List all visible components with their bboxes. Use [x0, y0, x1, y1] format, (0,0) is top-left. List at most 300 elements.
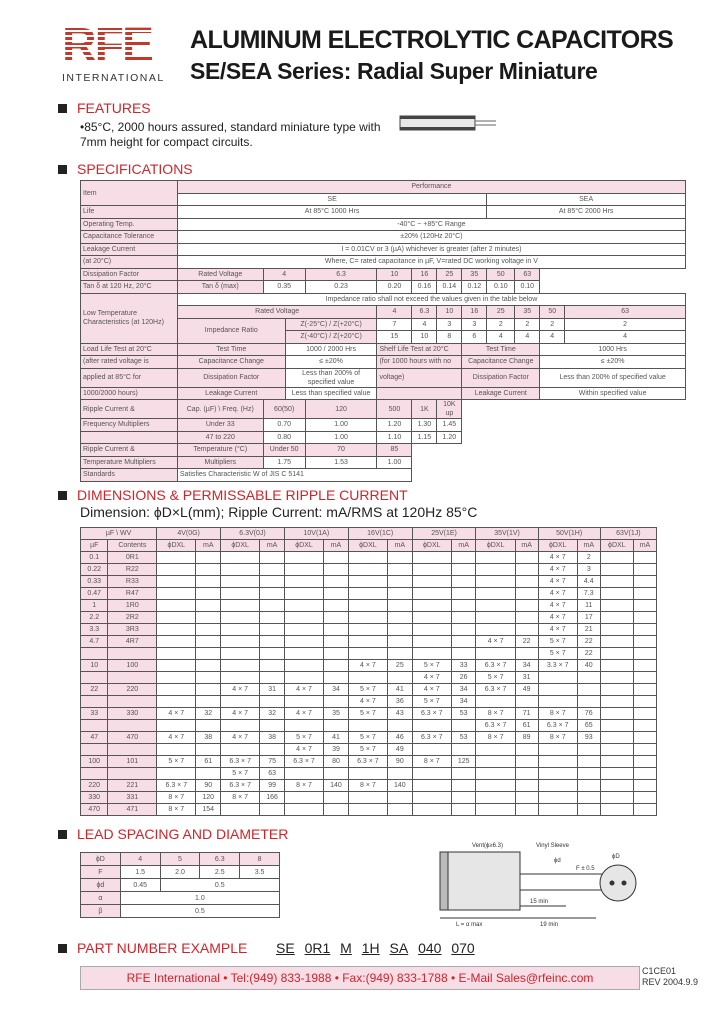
dim-data-cell [260, 600, 285, 612]
dim-data-cell [633, 576, 656, 588]
spec-ripple-label: Ripple Current & [81, 400, 178, 419]
spec-load-label: Load Life Test at 20°C [81, 343, 178, 356]
dim-data-cell [600, 708, 633, 720]
dim-data-cell [633, 660, 656, 672]
dim-data-cell: 17 [577, 612, 600, 624]
spec-lt-v: 50 [540, 306, 565, 319]
spec-lt-z40-val: 6 [462, 331, 487, 344]
spec-r47-val: 1.20 [437, 431, 462, 444]
capacitor-illustration [398, 110, 498, 138]
dim-data-cell [577, 672, 600, 684]
dim-data-cell: 93 [577, 732, 600, 744]
dim-data-cell [412, 648, 451, 660]
spec-capfreq: Cap. (µF) \ Freq. (Hz) [177, 400, 263, 419]
dim-data-cell: 6.3 × 7 [221, 756, 260, 768]
lead-b-val: 0.5 [120, 905, 279, 918]
dim-data-cell: 5 × 7 [221, 768, 260, 780]
spec-dfrow-val: Less than 200% of specified value [285, 368, 377, 387]
spec-rt-label: Ripple Current & [81, 444, 178, 457]
specifications-heading [58, 161, 193, 177]
dim-data-cell [633, 684, 656, 696]
dim-data-cell [515, 588, 538, 600]
diagram-19min: 19 min [540, 922, 559, 928]
dim-data-cell: 61 [196, 756, 221, 768]
features-heading [58, 100, 151, 116]
bullet-square-icon [58, 830, 67, 839]
dim-data-cell [388, 636, 413, 648]
dim-data-cell: 5 × 7 [284, 732, 323, 744]
dim-data-cell [633, 696, 656, 708]
dim-data-cell: 125 [451, 756, 476, 768]
dim-data-cell [260, 636, 285, 648]
dim-data-cell: 4 × 7 [538, 600, 577, 612]
lead-d-row [81, 853, 280, 866]
dim-data-cell [157, 648, 196, 660]
dim-data-cell: 34 [451, 696, 476, 708]
dim-data-cell [157, 672, 196, 684]
dim-ma: mA [260, 540, 285, 552]
spec-leakrow-val1: Less than specified value [285, 387, 377, 400]
dim-data-cell [633, 780, 656, 792]
spec-df-val: 0.23 [305, 281, 377, 294]
dim-data-cell [451, 576, 476, 588]
dim-data-cell [157, 660, 196, 672]
dim-data-cell [600, 756, 633, 768]
dim-data-cell [388, 648, 413, 660]
dim-data-cell [221, 648, 260, 660]
spec-df-v: 6.3 [305, 268, 377, 281]
dim-data-cell [388, 564, 413, 576]
dim-data-cell [412, 720, 451, 732]
dim-data-cell [196, 744, 221, 756]
dim-data-cell: 49 [515, 684, 538, 696]
dim-data-cell [284, 792, 323, 804]
dim-data-cell [577, 792, 600, 804]
dim-data-cell [412, 612, 451, 624]
spec-rt-row2 [81, 456, 686, 469]
dim-data-cell [348, 612, 387, 624]
diagram-15min: 15 min [530, 899, 549, 905]
dim-data-cell: 49 [388, 744, 413, 756]
part-tol: M [340, 940, 352, 956]
spec-se: SE [177, 193, 486, 206]
diagram-fpm: F ± 0.5 [576, 866, 595, 872]
dim-data-cell: 5 × 7 [412, 696, 451, 708]
lead-d-val: 8 [240, 853, 280, 866]
dim-data-cell: 3.3 × 7 [538, 660, 577, 672]
dim-data-cell: 65 [577, 720, 600, 732]
spec-lt-z40-val: 4 [540, 331, 565, 344]
dim-data-cell: 4.4 [577, 576, 600, 588]
dim-data-cell [600, 660, 633, 672]
dim-data-cell [388, 600, 413, 612]
dim-data-cell [348, 576, 387, 588]
footer-contact: RFE International • Tel:(949) 833-1988 • Fax:(949) 833-1788 • E-Mail Sales@rfeinc.com [126, 971, 594, 985]
dim-ma: mA [196, 540, 221, 552]
dim-voltage: 50V(1H) [538, 528, 600, 540]
spec-under33: Under 33 [177, 419, 263, 432]
spec-temp: Under 50 [263, 444, 305, 457]
dim-cap-cell: 0.22 [81, 564, 108, 576]
dim-data-cell: 6.3 × 7 [412, 732, 451, 744]
dim-data-cell [476, 600, 515, 612]
spec-sea: SEA [487, 193, 686, 206]
dim-table-row [81, 744, 657, 756]
dim-code-cell: 0R1 [108, 552, 157, 564]
spec-captol-label: Capacitance Tolerance [81, 231, 178, 244]
dim-data-cell [348, 720, 387, 732]
dim-data-cell [196, 564, 221, 576]
dim-data-cell [633, 636, 656, 648]
spec-lt-z40: Z(-40°C) / Z(+20°C) [285, 331, 377, 344]
spec-lt-z40-val: 10 [412, 331, 437, 344]
dim-cap-cell: 0.33 [81, 576, 108, 588]
spec-load-label: 1000/2000 hours) [81, 387, 178, 400]
dim-ma: mA [577, 540, 600, 552]
dim-data-cell [196, 648, 221, 660]
spec-under33-val: 1.45 [437, 419, 462, 432]
dim-ma: mA [515, 540, 538, 552]
dim-data-cell [600, 612, 633, 624]
spec-load-row3 [81, 368, 686, 387]
dim-data-cell [221, 744, 260, 756]
dim-data-cell: 154 [196, 804, 221, 816]
dim-data-cell: 32 [260, 708, 285, 720]
features-text: •85°C, 2000 hours assured, standard miniature type with 7mm height for compact circuits. [80, 120, 381, 149]
spec-ripple-row2 [81, 419, 686, 432]
dim-data-cell [538, 684, 577, 696]
dim-data-cell [284, 636, 323, 648]
dim-voltage-row [81, 528, 657, 540]
spec-shelf-label: (for 1000 hours with no [377, 356, 462, 369]
dim-data-cell [284, 612, 323, 624]
dim-data-cell [388, 804, 413, 816]
dim-data-cell [600, 624, 633, 636]
dim-uf: µF [105, 530, 115, 537]
dim-data-cell [451, 588, 476, 600]
dim-code-cell [108, 672, 157, 684]
dim-data-cell [348, 600, 387, 612]
spec-standards-row [81, 469, 686, 482]
dim-data-cell [324, 792, 349, 804]
dim-data-cell [600, 600, 633, 612]
dim-data-cell [476, 768, 515, 780]
dim-data-cell: 41 [388, 684, 413, 696]
dim-data-cell [157, 684, 196, 696]
lead-table [80, 852, 280, 918]
spec-dfrow-label: Dissipation Factor [177, 368, 285, 387]
dim-data-cell [221, 672, 260, 684]
dim-data-cell [515, 696, 538, 708]
spec-mult-val: 1.00 [377, 456, 412, 469]
dim-table-row [81, 708, 657, 720]
dim-code-cell: 470 [108, 732, 157, 744]
dim-data-cell [284, 576, 323, 588]
diagram-phid: ϕd [554, 858, 561, 864]
spec-df-v: 50 [487, 268, 515, 281]
diagram-sleeve: Vinyl Sleeve [536, 843, 569, 849]
dim-data-cell: 8 × 7 [476, 732, 515, 744]
dim-data-cell [388, 720, 413, 732]
dim-data-cell [515, 756, 538, 768]
spec-df-v: 35 [462, 268, 487, 281]
dim-data-cell [476, 756, 515, 768]
dim-data-cell [515, 744, 538, 756]
dim-data-cell: 35 [324, 708, 349, 720]
dim-data-cell [260, 660, 285, 672]
dim-data-cell [451, 552, 476, 564]
dim-data-cell: 61 [515, 720, 538, 732]
dim-body [81, 552, 657, 816]
dim-data-cell [348, 768, 387, 780]
dim-data-cell [633, 672, 656, 684]
dim-wv: WV [120, 530, 132, 537]
spec-capchange-label: Capacitance Change [177, 356, 285, 369]
dim-data-cell [633, 612, 656, 624]
spec-lt-v: 6.3 [412, 306, 437, 319]
dim-data-cell [348, 648, 387, 660]
dim-data-cell: 6.3 × 7 [476, 684, 515, 696]
dim-data-cell [600, 576, 633, 588]
dim-code-cell: 221 [108, 780, 157, 792]
dim-ma: mA [388, 540, 413, 552]
dim-data-cell: 25 [388, 660, 413, 672]
dim-data-cell [284, 660, 323, 672]
dim-data-cell [538, 756, 577, 768]
dim-data-cell [633, 624, 656, 636]
dim-data-cell [515, 624, 538, 636]
dim-data-cell: 4 × 7 [157, 708, 196, 720]
dim-data-cell [476, 696, 515, 708]
dim-data-cell: 4 × 7 [412, 672, 451, 684]
dim-data-cell [633, 732, 656, 744]
dim-data-cell [196, 720, 221, 732]
dim-table-row [81, 720, 657, 732]
dim-data-cell: 33 [451, 660, 476, 672]
dim-data-cell: 5 × 7 [348, 708, 387, 720]
part-l: 070 [451, 940, 475, 956]
dim-table-row [81, 660, 657, 672]
dim-data-cell: 32 [196, 708, 221, 720]
lead-f-row [81, 866, 280, 879]
dim-code-cell: R47 [108, 588, 157, 600]
spec-lt-z25-val: 2 [540, 318, 565, 331]
dim-data-cell [157, 552, 196, 564]
dim-data-cell [284, 804, 323, 816]
dim-data-cell: 34 [515, 660, 538, 672]
dim-data-cell: 76 [577, 708, 600, 720]
dim-data-cell: 5 × 7 [412, 660, 451, 672]
dim-data-cell: 53 [451, 708, 476, 720]
dim-data-cell: 8 × 7 [476, 708, 515, 720]
dim-data-cell [600, 588, 633, 600]
dim-data-cell [260, 588, 285, 600]
spec-temp: 85 [377, 444, 412, 457]
dim-data-cell [221, 564, 260, 576]
dim-data-cell [538, 744, 577, 756]
dim-code-cell: 3R3 [108, 624, 157, 636]
dim-data-cell [412, 576, 451, 588]
dim-voltage: 6.3V(0J) [221, 528, 285, 540]
spec-r47-val: 1.10 [377, 431, 412, 444]
dim-data-cell: 41 [324, 732, 349, 744]
dim-data-cell [633, 588, 656, 600]
dim-code-cell [108, 696, 157, 708]
dim-code-cell: 220 [108, 684, 157, 696]
dim-table-row [81, 552, 657, 564]
part-cap: 0R1 [304, 940, 331, 956]
dim-data-cell [600, 648, 633, 660]
dim-dxl: ϕDXL [348, 540, 387, 552]
dim-data-cell [538, 696, 577, 708]
dim-voltage: 35V(1V) [476, 528, 538, 540]
dim-data-cell [348, 636, 387, 648]
dim-data-cell: 6.3 × 7 [412, 708, 451, 720]
dim-data-cell: 31 [260, 684, 285, 696]
dim-data-cell [451, 768, 476, 780]
part-voltage: 1H [361, 940, 380, 956]
dim-data-cell [515, 768, 538, 780]
dim-data-cell [284, 588, 323, 600]
dim-data-cell: 6.3 × 7 [538, 720, 577, 732]
part-heading [58, 940, 247, 956]
spec-leakrow-label2: Leakage Current [462, 387, 540, 400]
dim-voltage: 10V(1A) [284, 528, 348, 540]
dim-data-cell [348, 564, 387, 576]
dim-data-cell [577, 756, 600, 768]
lead-f-val: 1.5 [120, 866, 160, 879]
dim-data-cell: 140 [324, 780, 349, 792]
dim-data-cell [260, 672, 285, 684]
dim-data-cell [324, 696, 349, 708]
dim-data-cell [260, 564, 285, 576]
spec-df-label: Dissipation Factor [81, 268, 178, 281]
dim-data-cell [577, 744, 600, 756]
dim-voltage: 16V(1C) [348, 528, 412, 540]
dim-data-cell [196, 672, 221, 684]
dim-data-cell: 34 [451, 684, 476, 696]
spec-lt-v: 4 [377, 306, 412, 319]
spec-life-se: At 85°C 1000 Hrs [177, 206, 486, 219]
dim-data-cell [284, 696, 323, 708]
dim-dxl: ϕDXL [600, 540, 633, 552]
part-heading-text: PART NUMBER EXAMPLE [77, 940, 248, 956]
logo-letters: RFE [62, 19, 152, 72]
dim-cap-cell: 330 [81, 792, 108, 804]
spec-df-v: 25 [437, 268, 462, 281]
spec-under33-val: 1.20 [377, 419, 412, 432]
dim-data-cell: 53 [451, 732, 476, 744]
dim-data-cell [633, 648, 656, 660]
rfe-logo [62, 19, 178, 84]
spec-r47-val: 1.15 [412, 431, 437, 444]
spec-life-row [81, 206, 686, 219]
spec-rt-row1 [81, 444, 686, 457]
spec-lt-z25-val: 3 [462, 318, 487, 331]
dim-data-cell: 22 [577, 648, 600, 660]
dim-data-cell [260, 624, 285, 636]
dim-data-cell [284, 552, 323, 564]
dim-code-cell: 471 [108, 804, 157, 816]
spec-leakrow-label: Leakage Current [177, 387, 285, 400]
dim-data-cell [324, 768, 349, 780]
dim-data-cell [600, 552, 633, 564]
spec-load-row1 [81, 343, 686, 356]
dim-data-cell [196, 660, 221, 672]
dim-data-cell [260, 648, 285, 660]
dim-data-cell [157, 744, 196, 756]
dim-data-cell [388, 576, 413, 588]
spec-testtime-label: Test Time [177, 343, 285, 356]
dim-data-cell [324, 624, 349, 636]
dim-data-cell [157, 588, 196, 600]
spec-lt-label1: Low Temperature [83, 310, 137, 317]
dim-table-row [81, 564, 657, 576]
dim-data-cell [196, 696, 221, 708]
dim-data-cell [260, 720, 285, 732]
dim-table-row [81, 600, 657, 612]
dim-data-cell [157, 564, 196, 576]
spec-df-val: 0.16 [412, 281, 437, 294]
dim-data-cell: 21 [577, 624, 600, 636]
dim-cap-cell: 1 [81, 600, 108, 612]
dim-data-cell: 43 [388, 708, 413, 720]
dim-dxl: ϕDXL [476, 540, 515, 552]
dim-data-cell [412, 600, 451, 612]
dim-data-cell: 4 × 7 [538, 624, 577, 636]
spec-temp: 70 [305, 444, 377, 457]
dim-ma: mA [324, 540, 349, 552]
dim-data-cell [388, 672, 413, 684]
dim-data-cell [324, 804, 349, 816]
page-subtitle: SE/SEA Series: Radial Super Miniature [190, 58, 598, 84]
spec-lt-row1 [81, 293, 686, 306]
dim-data-cell [221, 588, 260, 600]
diagram-vent: Vent(ϕ≥6.3) [472, 843, 504, 849]
spec-lt-v: 10 [437, 306, 462, 319]
dim-data-cell [451, 612, 476, 624]
dim-data-cell [476, 804, 515, 816]
spec-standards-label: Standards [81, 469, 178, 482]
dim-data-cell: 36 [388, 696, 413, 708]
dim-data-cell [157, 720, 196, 732]
dim-data-cell [476, 792, 515, 804]
dim-data-cell: 34 [324, 684, 349, 696]
dim-data-cell: 8 × 7 [538, 708, 577, 720]
dim-table-row [81, 624, 657, 636]
spec-lt-z40-val: 4 [515, 331, 540, 344]
spec-captol-value: ±20% (120Hz 20°C) [177, 231, 685, 244]
dim-data-cell [476, 648, 515, 660]
spec-lt-note: Impedance ratio shall not exceed the values given in the table below [177, 293, 685, 306]
dim-data-cell: 4 × 7 [538, 612, 577, 624]
dim-data-cell [221, 696, 260, 708]
diagram-phiD: ϕD [612, 854, 620, 860]
dim-data-cell: 5 × 7 [157, 756, 196, 768]
dim-data-cell [515, 576, 538, 588]
spec-load-label: (after rated voltage is [81, 356, 178, 369]
dim-data-cell: 6.3 × 7 [284, 756, 323, 768]
lead-diagram [426, 838, 640, 928]
dim-data-cell: 8 × 7 [284, 780, 323, 792]
dim-code-cell: R22 [108, 564, 157, 576]
dim-data-cell [451, 744, 476, 756]
spec-mult-val: 1.53 [305, 456, 377, 469]
dim-data-cell: 63 [260, 768, 285, 780]
dim-data-cell [157, 600, 196, 612]
dim-data-cell: 120 [196, 792, 221, 804]
spec-df-rv: Rated Voltage [177, 268, 263, 281]
